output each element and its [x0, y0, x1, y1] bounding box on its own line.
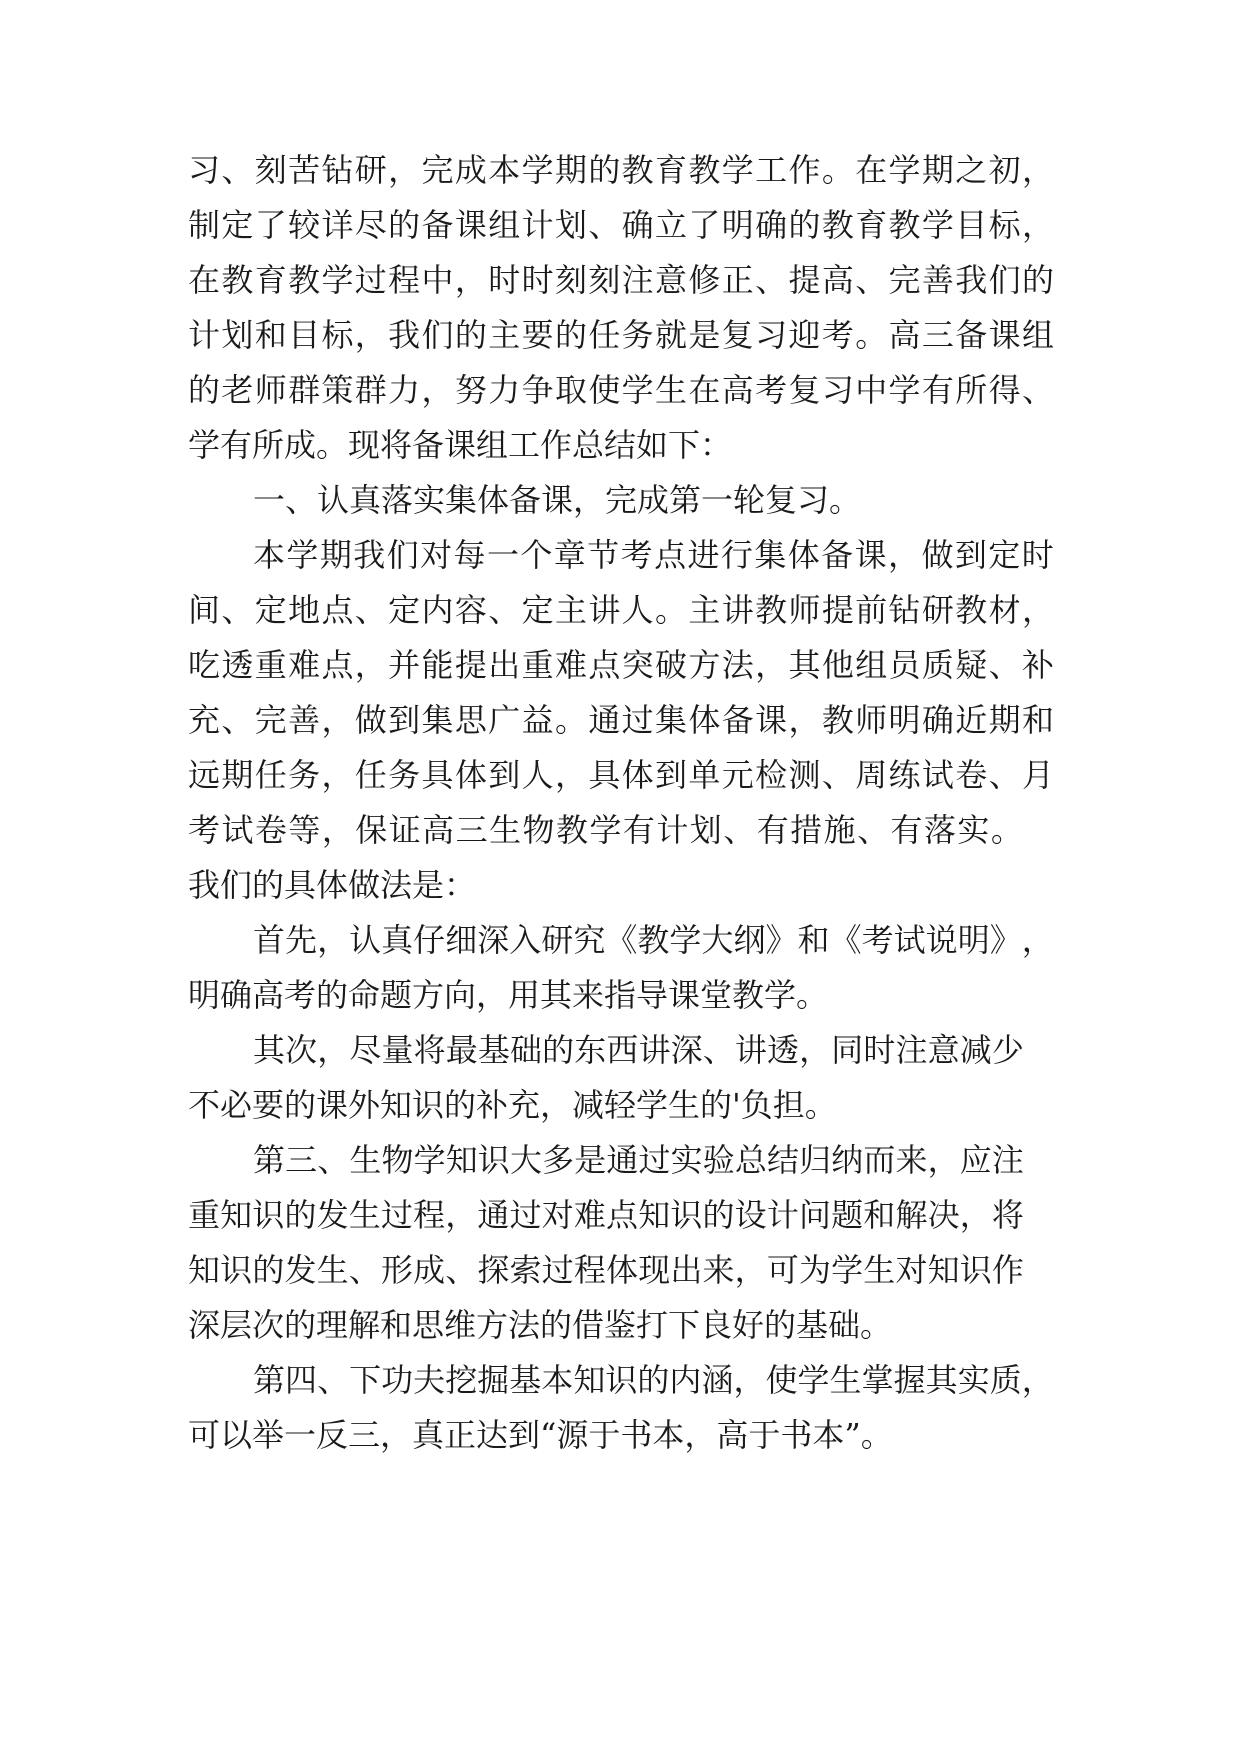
text-line: 深层次的理解和思维方法的借鉴打下良好的基础。 — [188, 1306, 893, 1344]
text-line: 考 试 卷 等 ， 保 证 高 三 生 物 教 学 有 计 划 、 有 措 施 、 有 落 实 。 — [188, 811, 1023, 849]
text-line: 在 教 育 教 学 过 程 中 ， 时 时 刻 刻 注 意 修 正 、 提 高 、 完 善 我 们 的 — [188, 261, 1054, 299]
text-line: 我们的具体做法是： — [188, 866, 477, 904]
text-line: 第 三 、 生 物 学 知 识 大 多 是 通 过 实 验 总 结 归 纳 而 来 ， 应 注 — [253, 1141, 1024, 1179]
text-line: 可以举一反三，真正达到“源于书本，高于书本”。 — [188, 1416, 893, 1454]
text-line: 第 四 、 下 功 夫 挖 掘 基 本 知 识 的 内 涵 ， 使 学 生 掌 握 其 实 质 ， — [253, 1361, 1054, 1399]
text-line: 重 知 识 的 发 生 过 程 ， 通 过 对 难 点 知 识 的 设 计 问 题 和 解 决 ， 将 — [188, 1196, 1024, 1234]
text-line: 知 识 的 发 生 、 形 成 、 探 索 过 程 体 现 出 来 ， 可 为 学 生 对 知 识 作 — [188, 1251, 1024, 1289]
text-line: 学有所成。现将备课组工作总结如下： — [188, 426, 733, 464]
text-line: 制 定 了 较 详 尽 的 备 课 组 计 划 、 确 立 了 明 确 的 教 育 教 学 目 标 ， — [188, 206, 1054, 244]
text-line: 其 次 ， 尽 量 将 最 基 础 的 东 西 讲 深 、 讲 透 ， 同 时 注 意 减 少 — [253, 1031, 1024, 1069]
text-line: 远 期 任 务 ， 任 务 具 体 到 人 ， 具 体 到 单 元 检 测 、 周 练 试 卷 、 月 — [188, 756, 1054, 794]
text-line: 间 、 定 地 点 、 定 内 容 、 定 主 讲 人 。 主 讲 教 师 提 前 钻 研 教 材 ， — [188, 591, 1054, 629]
text-line: 吃 透 重 难 点 ， 并 能 提 出 重 难 点 突 破 方 法 ， 其 他 组 员 质 疑 、 补 — [188, 646, 1054, 684]
section-heading: 一、认真落实集体备课，完成第一轮复习。 — [253, 481, 862, 519]
text-line: 首 先 ， 认 真 仔 细 深 入 研 究 《 教 学 大 纲 》 和 《 考 试 说 明 》 ， — [253, 921, 1054, 959]
text-line: 计 划 和 目 标 ， 我 们 的 主 要 的 任 务 就 是 复 习 迎 考 。 高 三 备 课 组 — [188, 316, 1054, 354]
text-line: 充 、 完 善 ， 做 到 集 思 广 益 。 通 过 集 体 备 课 ， 教 师 明 确 近 期 和 — [188, 701, 1054, 739]
text-line: 习 、 刻 苦 钻 研 ， 完 成 本 学 期 的 教 育 教 学 工 作 。 在 学 期 之 初 ， — [188, 151, 1054, 189]
text-line: 明确高考的命题方向，用其来指导课堂教学。 — [188, 976, 829, 1014]
text-line: 的 老 师 群 策 群 力 ， 努 力 争 取 使 学 生 在 高 考 复 习 中 学 有 所 得 、 — [188, 371, 1054, 409]
text-line: 本 学 期 我 们 对 每 一 个 章 节 考 点 进 行 集 体 备 课 ， 做 到 定 时 — [253, 536, 1054, 574]
text-line: 不必要的课外知识的补充，减轻学生的'负担。 — [188, 1086, 837, 1124]
